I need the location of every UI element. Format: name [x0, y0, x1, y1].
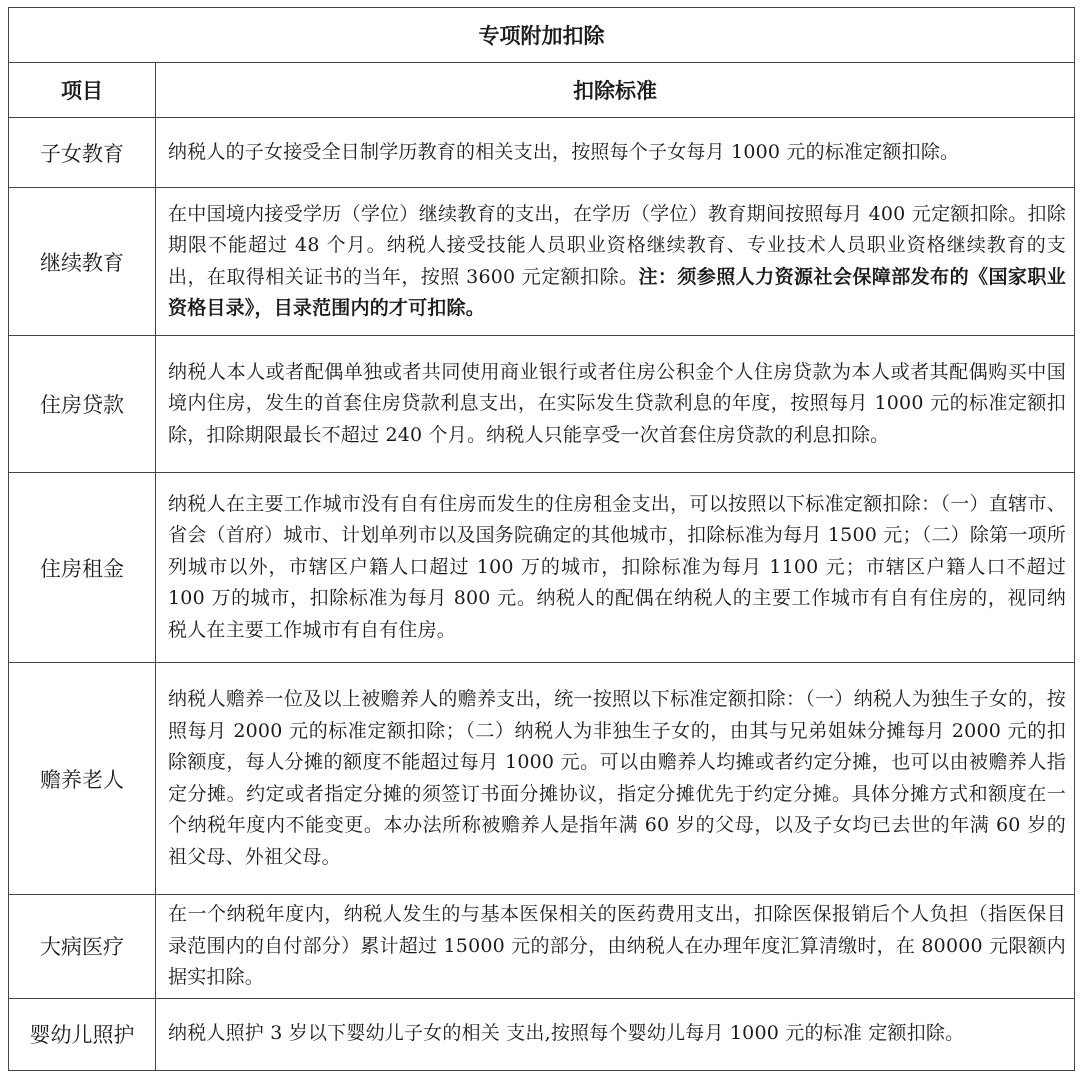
row-description [156, 118, 1075, 188]
row-item-label: 继续教育 [9, 188, 156, 336]
row-description [156, 473, 1075, 663]
row-description-note: 注：须参照人力资源社会保障部发布的《国家职业资格目录》，目录范围内的才可扣除。 [168, 265, 1066, 319]
row-description [156, 998, 1075, 1070]
column-header-standard: 扣除标准 [156, 63, 1075, 118]
table-row [9, 998, 1075, 1070]
row-description [156, 188, 1075, 336]
row-item-label: 住房租金 [9, 473, 156, 663]
row-description-text: 纳税人赡养一位及以上被赡养人的赡养支出，统一按照以下标准定额扣除：（一）纳税人为独生子女的，按照每月 2000 元的标准定额扣除；（二）纳税人为非独生子女的，由其与兄弟姐妹分摊每月 2000 元的扣除额度，每人分摊的额度不能超过每月 1000 元。可以由赡养人均摊或者约定分摊，也可以由被赡养人指定分摊。约定或者指定分摊的须签订书面分摊协议，指定分摊优先于约定分摊。具体分摊方式和额度在一个纳税年度内不能变更。本办法所称被赡养人是指年满 60 岁的父母，以及子女均已去世的年满 60 岁的祖父母、外祖父母。 [168, 688, 1066, 868]
table-row [9, 663, 1075, 895]
row-item-label: 大病医疗 [9, 895, 156, 999]
table-row [9, 895, 1075, 999]
table-header-row [9, 63, 1075, 118]
row-description [156, 663, 1075, 895]
row-item-label: 赡养老人 [9, 663, 156, 895]
row-description-text: 纳税人在主要工作城市没有自有住房而发生的住房租金支出，可以按照以下标准定额扣除：（一）直辖市、省会（首府）城市、计划单列市以及国务院确定的其他城市，扣除标准为每月 1500 元；（二）除第一项所列城市以外，市辖区户籍人口超过 100 万的城市，扣除标准为每月 1100 元；市辖区户籍人口不超过 100 万的城市，扣除标准为每月 800 元。纳税人的配偶在纳税人的主要工作城市有自有住房的，视同纳税人在主要工作城市有自有住房。 [168, 492, 1066, 641]
row-description-text: 纳税人本人或者配偶单独或者共同使用商业银行或者住房公积金个人住房贷款为本人或者其配偶购买中国境内住房，发生的首套住房贷款利息支出，在实际发生贷款利息的年度，按照每月 1000 元的标准定额扣除，扣除期限最长不超过 240 个月。纳税人只能享受一次首套住房贷款的利息扣除。 [168, 360, 1066, 446]
row-description-text: 在中国境内接受学历（学位）继续教育的支出，在学历（学位）教育期间按照每月 400 元定额扣除。扣除期限不能超过 48 个月。纳税人接受技能人员职业资格继续教育、专业技术人员职业资格继续教育的支出，在取得相关证书的当年，按照 3600 元定额扣除。 [168, 202, 1066, 288]
table-row [9, 118, 1075, 188]
row-item-label: 子女教育 [9, 118, 156, 188]
row-item-label: 住房贷款 [9, 336, 156, 473]
table-title-row [9, 8, 1075, 63]
table-row [9, 473, 1075, 663]
row-item-label: 婴幼儿照护 [9, 998, 156, 1070]
row-description-text: 纳税人照护 3 岁以下婴幼儿子女的相关 支出,按照每个婴幼儿每月 1000 元的标准 定额扣除。 [168, 1022, 965, 1045]
deduction-table [8, 7, 1075, 1071]
table-row [9, 188, 1075, 336]
row-description-text: 纳税人的子女接受全日制学历教育的相关支出，按照每个子女每月 1000 元的标准定额扣除。 [168, 140, 960, 163]
row-description [156, 336, 1075, 473]
row-description [156, 895, 1075, 999]
row-description-text: 在一个纳税年度内，纳税人发生的与基本医保相关的医药费用支出，扣除医保报销后个人负担（指医保目录范围内的自付部分）累计超过 15000 元的部分，由纳税人在办理年度汇算清缴时，在 80000 元限额内据实扣除。 [168, 903, 1066, 988]
column-header-item: 项目 [9, 63, 156, 118]
table-title: 专项附加扣除 [9, 8, 1075, 63]
table-row [9, 336, 1075, 473]
